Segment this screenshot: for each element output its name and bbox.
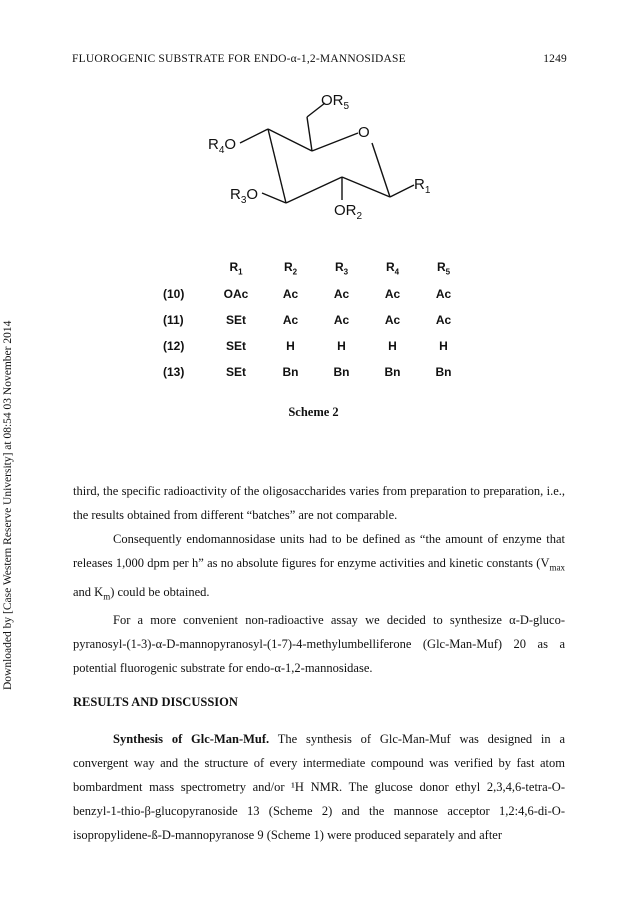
table-cell: SEt — [225, 365, 246, 379]
table-cell: Ac — [282, 287, 299, 301]
running-head-title: FLUOROGENIC SUBSTRATE FOR ENDO-α-1,2-MANNOSIDASE — [72, 53, 406, 65]
table-row — [163, 281, 469, 307]
table-cell: Ac — [435, 287, 452, 301]
label-or5: $OR_5$ — [321, 92, 350, 112]
col-r4: $R_4$ — [385, 259, 400, 277]
table-cell: Ac — [384, 287, 401, 301]
table-cell: H — [286, 339, 295, 353]
bond-c5-c6 — [307, 117, 312, 151]
ring-bond-c3-c4 — [268, 129, 286, 203]
table-cell: SEt — [225, 313, 246, 327]
vmax-subscript: max — [549, 562, 565, 573]
ring-bond-c1-c2 — [342, 177, 390, 197]
table-cell: SEt — [225, 339, 246, 353]
label-r4o: $R_4O$ — [208, 136, 237, 156]
col-r5: $R_5$ — [436, 259, 451, 277]
table-row — [163, 333, 469, 359]
table-cell: H — [439, 339, 448, 353]
table-row — [163, 307, 469, 333]
paragraph-units-text-3: ) could be obtained. — [110, 584, 210, 599]
compound-id: (11) — [163, 313, 184, 327]
paragraph-units-text-2: and K — [73, 584, 104, 599]
bond-c3-o3 — [262, 193, 286, 203]
label-r3o: $R_3O$ — [230, 186, 259, 206]
table-cell: Bn — [282, 365, 299, 379]
paragraph-radioactivity: third, the specific radioactivity of the oligosaccharides varies from preparation to preparation, i.e., the results obtained from different “batches” are not comparable. — [73, 484, 565, 522]
paragraph-synthesis-text: The synthesis of Glc-Man-Muf was designed in a convergent way and the structure of every intermediate compound was verified by fast atom bombardment mass spectrometry and/or ¹H NMR. The glucose donor ethyl 2,3,4,6-tetra-O-benzyl-1-thio-β-glucopyranoside 13 (Scheme 2) and the mannose acceptor 1,2:4,6-di-O-isopropylidene-ß-D-mannopyranose 9 (Scheme 1) were produced separately and after — [73, 732, 565, 842]
table-cell: Ac — [435, 313, 452, 327]
table-cell: Bn — [435, 365, 452, 379]
km-subscript: m — [103, 591, 111, 601]
substituent-table — [163, 255, 469, 385]
page-number: 1249 — [543, 53, 567, 65]
table-row — [163, 359, 469, 385]
compound-id: (13) — [163, 365, 185, 379]
compound-id: (12) — [163, 339, 185, 353]
label-or2: $OR_2$ — [334, 202, 363, 222]
section-heading: RESULTS AND DISCUSSION — [73, 695, 238, 709]
bond-c4-o4 — [240, 129, 268, 143]
ring-bond-c4-c5 — [268, 129, 312, 151]
paragraph-substrate: For a more convenient non-radioactive assay we decided to synthesize α-D-gluco-pyranosyl-(1-3)-α-D-mannopyranosyl-(1-7)-4-methylumbelliferone (Glc-Man-Muf) 20 as a potential fluorogenic substrate for endo-α-1,2-mannosidase. — [73, 613, 565, 675]
col-r3: $R_3$ — [334, 259, 349, 277]
paragraph-units-text: Consequently endomannosidase units had to be defined as “the amount of enzyme that releases 1,000 dpm per h” as no absolute figures for enzyme activities and kinetic constants (V — [73, 532, 565, 570]
compound-id: (10) — [163, 287, 185, 301]
ring-bond-c5-o — [312, 133, 358, 151]
table-cell: Ac — [333, 287, 350, 301]
table-cell: Bn — [384, 365, 401, 379]
col-r1: $R_1$ — [229, 259, 243, 277]
paragraph-run-in-heading: Synthesis of Glc-Man-Muf. — [113, 732, 270, 746]
label-ring-o: O — [358, 124, 370, 141]
body-lower — [73, 727, 565, 847]
ring-bond-c2-c3 — [286, 177, 342, 203]
scheme-caption: Scheme 2 — [288, 405, 339, 419]
table-cell: Ac — [282, 313, 299, 327]
table-cell: Bn — [333, 365, 350, 379]
table-header-row — [163, 255, 469, 281]
paragraph-units — [73, 527, 565, 608]
running-head — [72, 53, 567, 65]
table-cell: H — [388, 339, 397, 353]
table-cell: Ac — [384, 313, 401, 327]
table-cell: H — [337, 339, 346, 353]
download-watermark: Downloaded by [Case Western Reserve University] at 08:54 03 November 2014 — [2, 320, 14, 690]
paragraph-synthesis — [73, 727, 565, 847]
col-r2: $R_2$ — [283, 259, 298, 277]
bond-c1-r1 — [390, 185, 414, 197]
body-upper — [73, 479, 565, 680]
table-cell: OAc — [223, 287, 249, 301]
pyranose-structure — [190, 85, 450, 235]
ring-bond-o-c1 — [372, 143, 390, 197]
label-r1: $R_1$ — [414, 176, 431, 196]
table-cell: Ac — [333, 313, 350, 327]
